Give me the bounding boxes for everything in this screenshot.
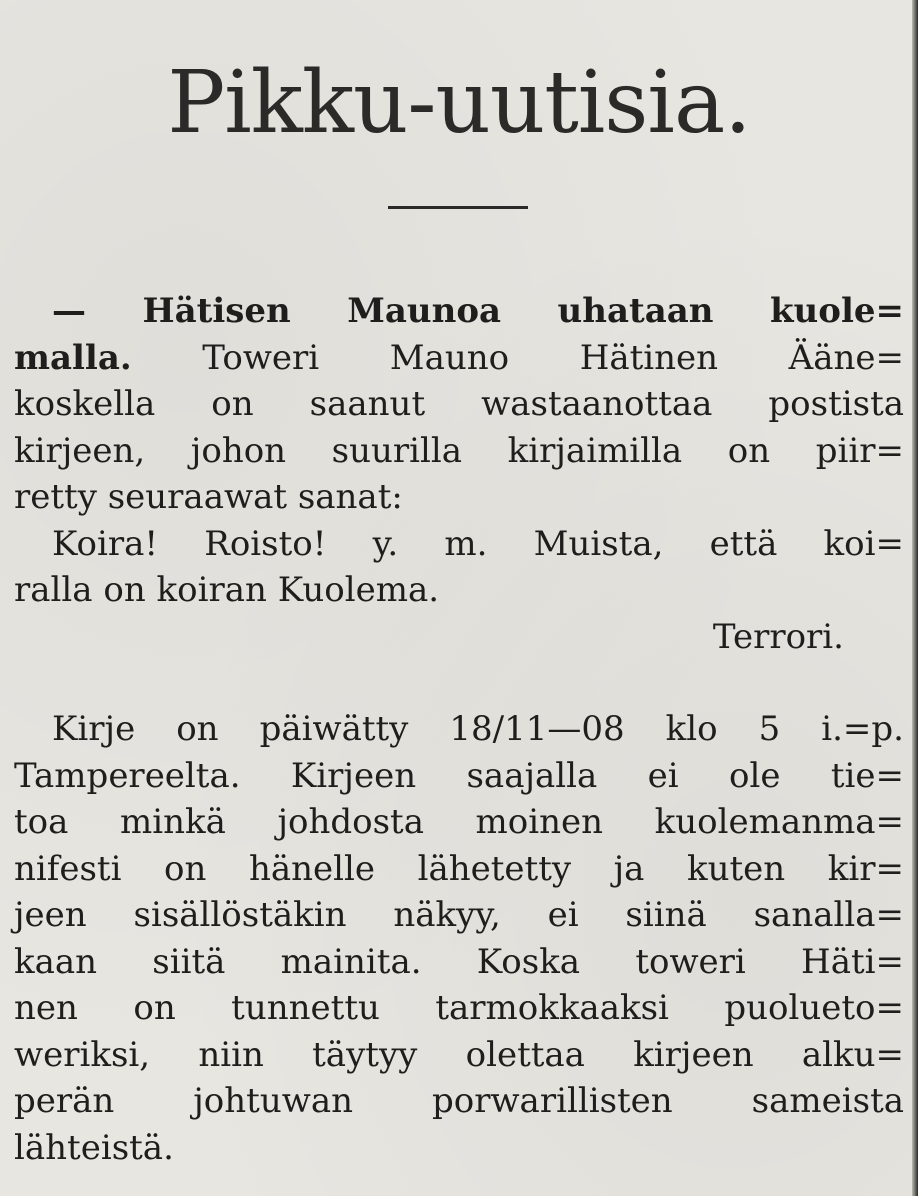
article-line — [14, 288, 904, 335]
article-line: perän johtuwan porwarillisten sameista — [14, 1081, 904, 1121]
headline-divider — [388, 206, 528, 209]
article-line: jeen sisällöstäkin näkyy, ei siinä sanalla= — [14, 895, 904, 935]
article-line: kaan siitä mainita. Koska toweri Häti= — [14, 941, 904, 982]
paragraph-body — [14, 706, 904, 1171]
article-line: Koira! Roisto! y. m. Muista, että koi= — [52, 523, 904, 564]
article-body — [14, 288, 904, 1171]
headline: Pikku-uutisia. — [167, 53, 751, 153]
signature: Terrori. — [712, 616, 844, 657]
article-line: toa minkä johdosta moinen kuolemanma= — [14, 802, 904, 842]
article-line: retty seuraawat sanat: — [14, 477, 403, 517]
article-line: Tampereelta. Kirjeen saajalla ei ole tie= — [14, 755, 904, 796]
article-line — [14, 335, 904, 382]
article-line: lähteistä. — [14, 1127, 174, 1168]
paragraph-lead — [14, 288, 904, 614]
article-line: ralla on koiran Kuolema. — [14, 570, 440, 610]
article-line-bold: — Hätisen Maunoa uhataan kuole= — [52, 291, 904, 331]
article-line-bold: malla. — [14, 337, 132, 378]
article-line-rest: Toweri Mauno Hätinen Ääne= — [131, 337, 904, 378]
article-line: koskella on saanut wastaanottaa postista — [14, 384, 904, 424]
article-line: kirjeen, johon suurilla kirjaimilla on piir= — [14, 430, 904, 471]
paragraph-gap — [14, 660, 904, 706]
article-line: Kirje on päiwätty 18/11—08 klo 5 i.=p. — [52, 709, 904, 749]
article-line: weriksi, niin täytyy olettaa kirjeen alku= — [14, 1034, 904, 1075]
article-line: nifesti on hänelle lähetetty ja kuten kir= — [14, 848, 904, 889]
article-line: nen on tunnettu tarmokkaaksi puolueto= — [14, 988, 904, 1028]
scan-edge — [912, 0, 918, 1196]
